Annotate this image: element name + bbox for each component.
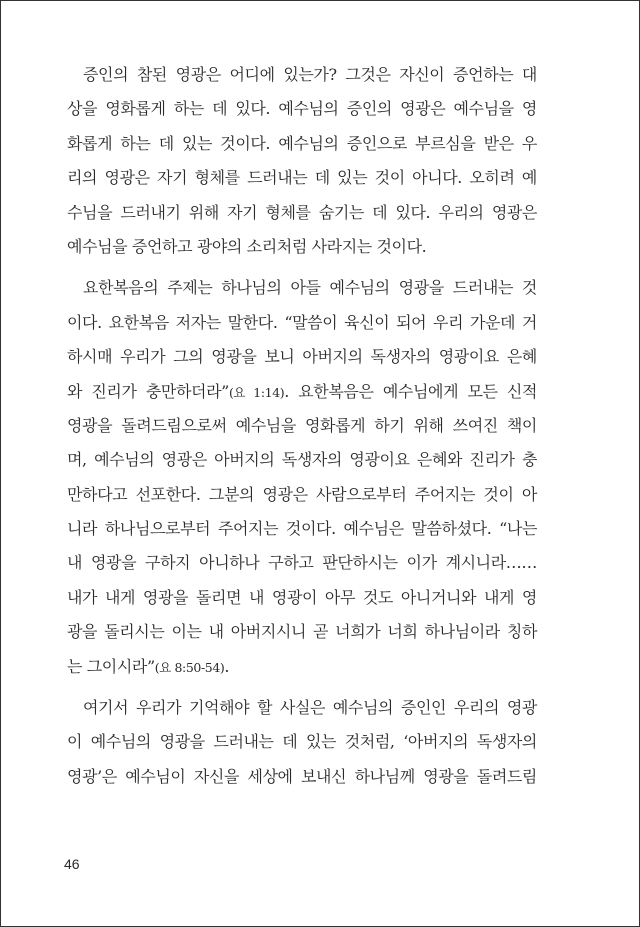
quote-end: 와 진리가 충만하더라” bbox=[67, 381, 229, 401]
text-line: 리의 영광은 자기 형체를 드러내는 데 있는 것이 아니다. 오히려 예 bbox=[67, 168, 537, 188]
text-line: 화롭게 하는 데 있는 것이다. 예수님의 증인으로 부르심을 받은 우 bbox=[67, 133, 537, 153]
text-line: 이다. 요한복음 저자는 말한다. “말씀이 육신이 되어 우리 가운데 거 bbox=[67, 312, 537, 332]
page-number: 46 bbox=[64, 856, 80, 872]
text-line: 며, 예수님의 영광은 아버지의 독생자의 영광이요 은혜와 진리가 충 bbox=[67, 450, 537, 470]
text-line-with-citation bbox=[67, 375, 537, 409]
text-line: 상을 영화롭게 하는 데 있다. 예수님의 증인의 영광은 예수님을 영 bbox=[67, 99, 537, 119]
text-line: 영광’은 예수님이 자신을 세상에 보내신 하나님께 영광을 돌려드림 bbox=[67, 766, 537, 786]
text-span: . bbox=[224, 656, 230, 676]
text-line: 하시매 우리가 그의 영광을 보니 아버지의 독생자의 영광이요 은혜 bbox=[67, 347, 537, 367]
text-line: 니라 하나님으로부터 주어지는 것이다. 예수님은 말씀하셨다. “나는 bbox=[67, 519, 537, 539]
quote-end: 는 그이시라” bbox=[67, 656, 155, 676]
text-line: 만하다고 선포한다. 그분의 영광은 사람으로부터 주어지는 것이 아 bbox=[67, 484, 537, 504]
body-text bbox=[67, 58, 537, 794]
text-line-with-citation bbox=[67, 650, 537, 684]
text-line: 수님을 드러내기 위해 자기 형체를 숨기는 데 있다. 우리의 영광은 bbox=[67, 202, 537, 222]
citation: (요 8:50-54) bbox=[154, 659, 225, 675]
text-line: 내 영광을 구하지 아니하나 구하고 판단하시는 이가 계시니라…… bbox=[67, 553, 537, 573]
text-span: . 요한복음은 예수님에게 모든 신적 bbox=[284, 381, 537, 401]
text-line: 여기서 우리가 기억해야 할 사실은 예수님의 증인인 우리의 영광 bbox=[83, 698, 537, 718]
paragraph-gap bbox=[67, 264, 537, 271]
text-line: 증인의 참된 영광은 어디에 있는가? 그것은 자신이 증언하는 대 bbox=[83, 65, 537, 84]
citation: (요 1:14) bbox=[228, 384, 285, 400]
text-line: 예수님을 증언하고 광야의 소리처럼 사라지는 것이다. bbox=[67, 236, 427, 256]
text-line: 내가 내게 영광을 돌리면 내 영광이 아무 것도 아니거니와 내게 영 bbox=[67, 587, 537, 607]
text-line: 이 예수님의 영광을 드러내는 데 있는 것처럼, ‘아버지의 독생자의 bbox=[67, 732, 537, 752]
text-line: 영광을 돌려드림으로써 예수님을 영화롭게 하기 위해 쓰여진 책이 bbox=[67, 415, 537, 435]
text-line: 요한복음의 주제는 하나님의 아들 예수님의 영광을 드러내는 것 bbox=[83, 278, 537, 298]
text-line: 광을 돌리시는 이는 내 아버지시니 곧 너희가 너희 하나님이라 칭하 bbox=[67, 622, 537, 642]
paragraph-gap bbox=[67, 684, 537, 691]
